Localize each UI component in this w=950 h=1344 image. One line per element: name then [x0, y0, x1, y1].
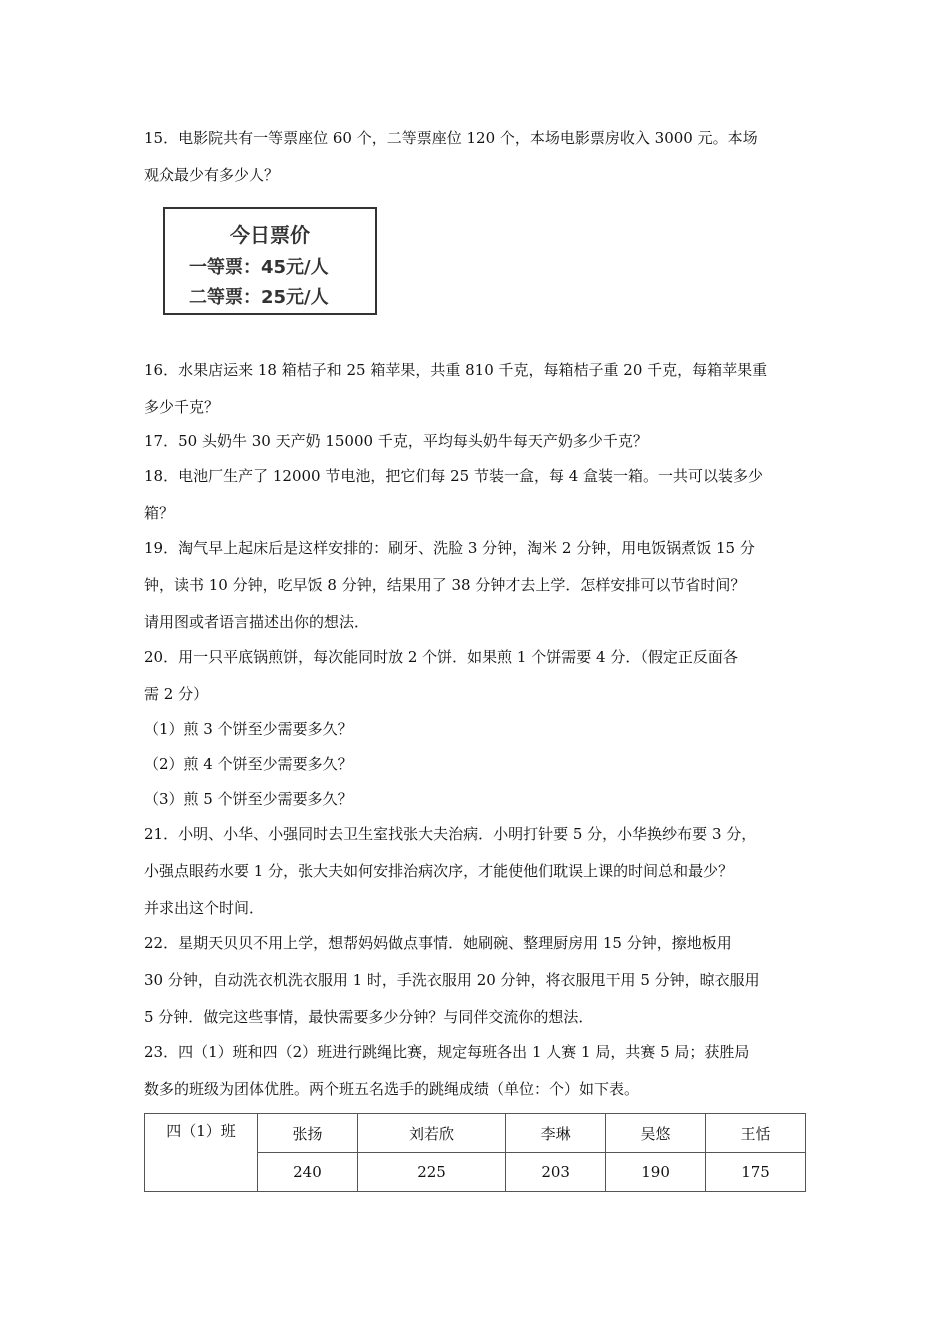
q23-line-1: 23．四（1）班和四（2）班进行跳绳比赛，规定每班各出 1 人赛 1 局，共赛 5 局；获胜局 — [144, 1043, 750, 1061]
score-cell: 175 — [706, 1153, 806, 1192]
class-label-cell: 四（1）班 — [145, 1114, 258, 1192]
player-name-cell: 李琳 — [506, 1114, 606, 1153]
q21-line-2: 小强点眼药水要 1 分，张大夫如何安排治病次序，才能使他们耽误上课的时间总和最少？ — [144, 862, 734, 880]
q17-line: 17．50 头奶牛 30 天产奶 15000 千克，平均每头奶牛每天产奶多少千克？ — [144, 432, 648, 450]
q22-line-1: 22．星期天贝贝不用上学，想帮妈妈做点事情．她刷碗、整理厨房用 15 分钟，擦地板用 — [144, 934, 732, 952]
score-cell: 225 — [357, 1153, 505, 1192]
q18-line-2: 箱？ — [144, 504, 175, 522]
ticket-price-box — [163, 207, 377, 315]
q21-line-1: 21．小明、小华、小强同时去卫生室找张大夫治病．小明打针要 5 分，小华换纱布要 3 分， — [144, 825, 757, 843]
ticket-title: 今日票价 — [230, 223, 310, 247]
score-cell: 190 — [606, 1153, 706, 1192]
player-name-cell: 刘若欣 — [357, 1114, 505, 1153]
player-name-cell: 张扬 — [258, 1114, 358, 1153]
q20-line-2: 需 2 分） — [144, 685, 209, 703]
q18-line-1: 18．电池厂生产了 12000 节电池，把它们每 25 节装一盒，每 4 盒装一箱。一共可以装多少 — [144, 467, 764, 485]
q22-line-3: 5 分钟．做完这些事情，最快需要多少分钟？与同伴交流你的想法． — [144, 1008, 594, 1026]
player-name-cell: 吴悠 — [606, 1114, 706, 1153]
q15-line-2: 观众最少有多少人？ — [144, 166, 280, 184]
ticket-first-class: 一等票：45元/人 — [189, 257, 329, 278]
ticket-second-class: 二等票：25元/人 — [189, 287, 329, 308]
q19-line-3: 请用图或者语言描述出你的想法． — [144, 613, 370, 631]
q21-line-3: 并求出这个时间． — [144, 899, 265, 917]
player-name-cell: 王恬 — [706, 1114, 806, 1153]
q19-line-1: 19．淘气早上起床后是这样安排的：刷牙、洗脸 3 分钟，淘米 2 分钟，用电饭锅煮饭 15 分 — [144, 539, 755, 557]
q16-line-2: 多少千克？ — [144, 398, 220, 416]
q20-line-1: 20．用一只平底锅煎饼，每次能同时放 2 个饼．如果煎 1 个饼需要 4 分．（假定正反面各 — [144, 648, 738, 666]
q20-sub-3: （3）煎 5 个饼至少需要多久？ — [144, 790, 353, 808]
q15-line-1: 15．电影院共有一等票座位 60 个，二等票座位 120 个，本场电影票房收入 3000 元。本场 — [144, 129, 758, 147]
score-cell: 240 — [258, 1153, 358, 1192]
q20-sub-2: （2）煎 4 个饼至少需要多久？ — [144, 755, 353, 773]
q19-line-2: 钟，读书 10 分钟，吃早饭 8 分钟，结果用了 38 分钟才去上学．怎样安排可以节省时间？ — [144, 576, 746, 594]
score-table — [144, 1113, 806, 1192]
score-cell: 203 — [506, 1153, 606, 1192]
q16-line-1: 16．水果店运来 18 箱桔子和 25 箱苹果，共重 810 千克，每箱桔子重 20 千克，每箱苹果重 — [144, 361, 768, 379]
q22-line-2: 30 分钟，自动洗衣机洗衣服用 1 时，手洗衣服用 20 分钟，将衣服甩干用 5 分钟，晾衣服用 — [144, 971, 760, 989]
table-row — [145, 1114, 806, 1153]
q20-sub-1: （1）煎 3 个饼至少需要多久？ — [144, 720, 353, 738]
q23-line-2: 数多的班级为团体优胜。两个班五名选手的跳绳成绩（单位：个）如下表。 — [144, 1080, 640, 1098]
